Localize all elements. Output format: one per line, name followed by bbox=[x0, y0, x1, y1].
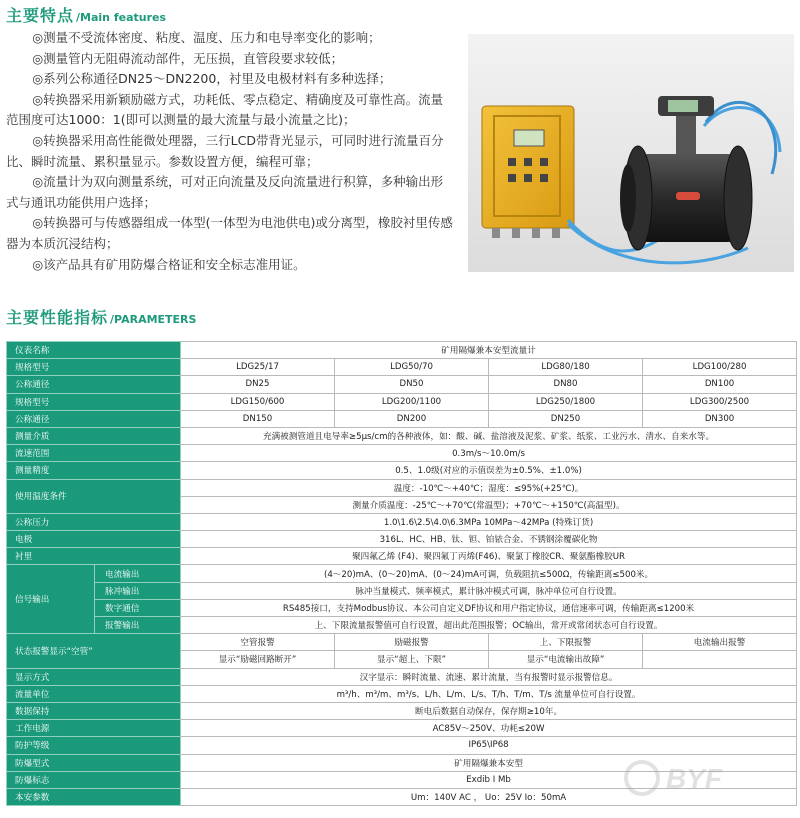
cell: 温度：-10℃～+40℃；湿度：≤95%(+25℃)。 bbox=[181, 479, 797, 496]
sub-label: 报警输出 bbox=[95, 617, 181, 634]
cell: 316L、HC、HB、钛、钽、铂铱合金、不锈钢涂覆碳化物 bbox=[181, 531, 797, 548]
row-label: 公称通径 bbox=[7, 410, 181, 427]
table-row bbox=[7, 668, 797, 685]
table-row bbox=[7, 599, 797, 616]
row-label: 规格型号 bbox=[7, 393, 181, 410]
cell: LDG200/1100 bbox=[335, 393, 489, 410]
sub-label: 电流输出 bbox=[95, 565, 181, 582]
table-row bbox=[7, 410, 797, 427]
sub-label: 脉冲输出 bbox=[95, 582, 181, 599]
table-row bbox=[7, 634, 797, 651]
title-cn: 主要性能指标 bbox=[6, 308, 109, 327]
table-row bbox=[7, 376, 797, 393]
cell: LDG80/180 bbox=[489, 359, 643, 376]
cell: DN250 bbox=[489, 410, 643, 427]
title-en: /Main features bbox=[76, 11, 167, 24]
cell: 矿用隔爆兼本安型 bbox=[181, 754, 797, 771]
cell: 矿用隔爆兼本安型流量计 bbox=[181, 342, 797, 359]
cell bbox=[643, 651, 797, 668]
cell: 上、下限报警 bbox=[489, 634, 643, 651]
cell: 显示“励磁回路断开” bbox=[181, 651, 335, 668]
cell: 电流输出报警 bbox=[643, 634, 797, 651]
cell: 显示“电流输出故障” bbox=[489, 651, 643, 668]
table-row bbox=[7, 479, 797, 496]
cell: LDG100/280 bbox=[643, 359, 797, 376]
table-row bbox=[7, 531, 797, 548]
cell: 0.3m/s～10.0m/s bbox=[181, 445, 797, 462]
table-row bbox=[7, 513, 797, 530]
cell: Exdib I Mb bbox=[181, 771, 797, 788]
row-label: 规格型号 bbox=[7, 359, 181, 376]
cell: 空管报警 bbox=[181, 634, 335, 651]
row-label: 工作电源 bbox=[7, 720, 181, 737]
cell: 上、下限流量报警值可自行设置，超出此范围报警；OC输出，常开或常闭状态可自行设置。 bbox=[181, 617, 797, 634]
row-label: 衬里 bbox=[7, 548, 181, 565]
cell: DN100 bbox=[643, 376, 797, 393]
section-title-features bbox=[6, 3, 166, 26]
sub-label: 数字通信 bbox=[95, 599, 181, 616]
cell: m³/h、m³/m、m³/s、L/h、L/m、L/s、T/h、T/m、T/s 流量单位可自行设置。 bbox=[181, 685, 797, 702]
feature-item: ◎该产品具有矿用防爆合格证和安全标志准用证。 bbox=[32, 256, 306, 272]
cell: DN200 bbox=[335, 410, 489, 427]
row-label: 测量精度 bbox=[7, 462, 181, 479]
cell: RS485接口，支持Modbus协议、本公司自定义DF协议和用户指定协议，通信速率可调，传输距离≤1200米 bbox=[181, 599, 797, 616]
table-row bbox=[7, 617, 797, 634]
row-label: 本安参数 bbox=[7, 788, 181, 805]
svg-text:BYF: BYF bbox=[666, 763, 722, 794]
cell: 1.0\1.6\2.5\4.0\6.3MPa 10MPa～42MPa (特殊订货) bbox=[181, 513, 797, 530]
row-label: 数据保持 bbox=[7, 702, 181, 719]
table-row bbox=[7, 342, 797, 359]
row-label: 使用温度条件 bbox=[7, 479, 181, 513]
cell: 脉冲当量模式、频率模式，累计脉冲模式可调，脉冲单位可自行设置。 bbox=[181, 582, 797, 599]
feature-item: ◎转换器采用新颖励磁方式，功耗低、零点稳定、精确度及可靠性高。流量范围度可达1000：1(即可以测量的最大流量与最小流量之比)； bbox=[6, 91, 444, 128]
cell: DN25 bbox=[181, 376, 335, 393]
cell: LDG250/1800 bbox=[489, 393, 643, 410]
cell: 断电后数据自动保存，保存期≥10年。 bbox=[181, 702, 797, 719]
flowmeter-illustration bbox=[468, 34, 794, 272]
product-photo bbox=[468, 34, 794, 272]
feature-item: ◎流量计为双向测量系统，可对正向流量及反向流量进行积算，多种输出形式与通讯功能供用户选择； bbox=[6, 174, 444, 210]
row-label: 流量单位 bbox=[7, 685, 181, 702]
cell: LDG300/2500 bbox=[643, 393, 797, 410]
table-row bbox=[7, 685, 797, 702]
row-label: 仪表名称 bbox=[7, 342, 181, 359]
cell: 充满被测管道且电导率≥5μs/cm的各种液体，如：酸、碱、盐溶液及泥浆、矿浆、纸浆、工业污水、清水、自来水等。 bbox=[181, 427, 797, 444]
row-label: 防爆标志 bbox=[7, 771, 181, 788]
table-row bbox=[7, 427, 797, 444]
table-row bbox=[7, 565, 797, 582]
table-row bbox=[7, 445, 797, 462]
cell: LDG50/70 bbox=[335, 359, 489, 376]
row-label: 显示方式 bbox=[7, 668, 181, 685]
title-cn: 主要特点 bbox=[6, 6, 75, 25]
cell: DN300 bbox=[643, 410, 797, 427]
row-label: 公称通径 bbox=[7, 376, 181, 393]
features-list bbox=[6, 28, 454, 275]
cell: (4～20)mA、(0～20)mA、(0～24)mA可调，负载阻抗≤500Ω，传输距离≤500米。 bbox=[181, 565, 797, 582]
row-label: 公称压力 bbox=[7, 513, 181, 530]
row-label: 流速范围 bbox=[7, 445, 181, 462]
cell: 励磁报警 bbox=[335, 634, 489, 651]
cell: IP65\IP68 bbox=[181, 737, 797, 754]
byf-watermark-logo bbox=[616, 756, 796, 814]
table-row bbox=[7, 393, 797, 410]
row-label: 防护等级 bbox=[7, 737, 181, 754]
feature-item: ◎测量管内无阻碍流动部件，无压损，直管段要求较低； bbox=[32, 50, 344, 66]
row-label: 防爆型式 bbox=[7, 754, 181, 771]
feature-item: ◎转换器采用高性能微处理器，三行LCD带背光显示，可同时进行流量百分比、瞬时流量、累积量显示。参数设置方便，编程可靠； bbox=[6, 132, 444, 169]
table-row bbox=[7, 462, 797, 479]
feature-item: ◎系列公称通径DN25～DN2200，衬里及电极材料有多种选择； bbox=[32, 71, 392, 87]
feature-item: ◎测量不受流体密度、粘度、温度、压力和电导率变化的影响； bbox=[32, 30, 381, 45]
cell: DN150 bbox=[181, 410, 335, 427]
cell: DN80 bbox=[489, 376, 643, 393]
row-label: 状态报警显示“空管” bbox=[7, 634, 181, 668]
cell: DN50 bbox=[335, 376, 489, 393]
row-label: 测量介质 bbox=[7, 427, 181, 444]
cell: 汉字显示：瞬时流量、流速、累计流量，当有报警时显示报警信息。 bbox=[181, 668, 797, 685]
cell: 聚四氟乙烯 (F4)、聚四氟丁丙烯(F46)、聚氯丁橡胶CR、聚氨酯橡胶UR bbox=[181, 548, 797, 565]
parameters-table bbox=[6, 341, 797, 806]
cell: 测量介质温度：-25℃～+70℃(常温型)；+70℃～+150℃(高温型)。 bbox=[181, 496, 797, 513]
title-en: /PARAMETERS bbox=[110, 313, 197, 326]
table-row bbox=[7, 548, 797, 565]
feature-item: ◎转换器可与传感器组成一体型(一体型为电池供电)或分离型，橡胶衬里传感器为本质沉浸结构； bbox=[6, 215, 453, 251]
cell: LDG25/17 bbox=[181, 359, 335, 376]
table-row bbox=[7, 359, 797, 376]
cell: AC85V～250V、功耗≤20W bbox=[181, 720, 797, 737]
cell: LDG150/600 bbox=[181, 393, 335, 410]
row-label: 电极 bbox=[7, 531, 181, 548]
section-title-parameters bbox=[6, 305, 196, 328]
cell: Um：140V AC ， Uo：25V Io：50mA bbox=[181, 788, 797, 805]
table-row bbox=[7, 582, 797, 599]
table-row bbox=[7, 702, 797, 719]
table-row bbox=[7, 720, 797, 737]
cell: 0.5、1.0级(对应的示值误差为±0.5%、±1.0%) bbox=[181, 462, 797, 479]
cell: 显示“超上、下限” bbox=[335, 651, 489, 668]
row-label: 信号输出 bbox=[7, 565, 95, 634]
table-row bbox=[7, 737, 797, 754]
